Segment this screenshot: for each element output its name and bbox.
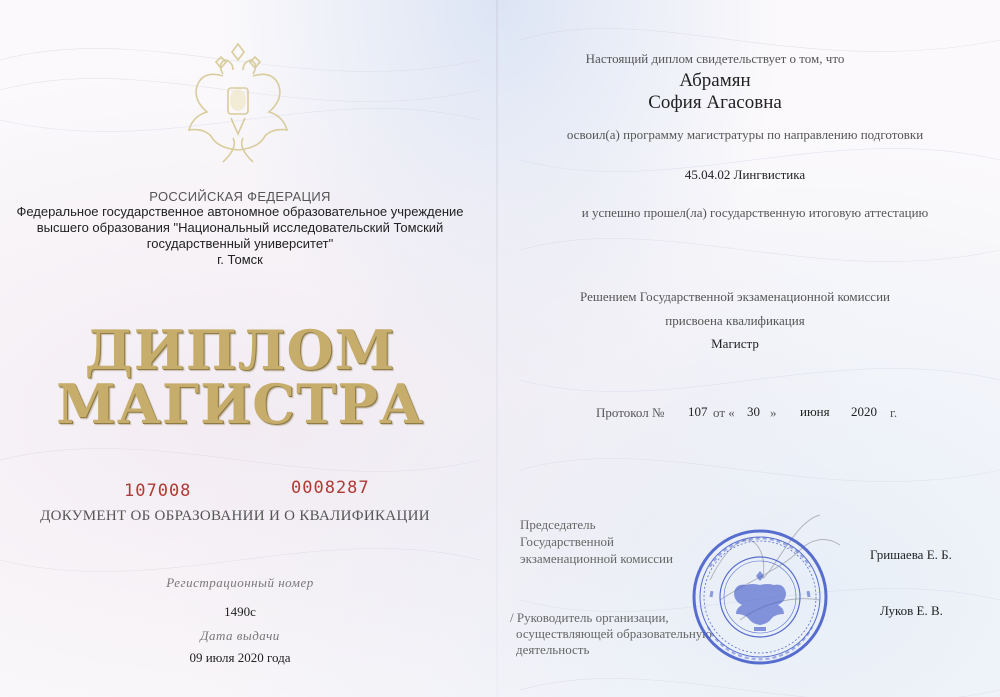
qualification: Магистр [711,336,759,351]
commission-decision: Решением Государственной экзаменационной комиссии [580,289,890,304]
double-headed-eagle-emblem-icon [183,38,293,168]
protocol-day: 30 [747,404,760,419]
chairman-title-line: экзаменационной комиссии [520,551,673,566]
institution-name [0,204,480,268]
program-statement: освоил(а) программу магистратуры по направлению подготовки [566,127,924,142]
intro-text: Настоящий диплом свидетельствует о том, что [585,51,845,66]
head-title-line: / Руководитель организации, [510,610,669,625]
protocol-number: 107 [688,404,708,419]
institution-line: государственный университет" [146,236,334,251]
graduate-surname: Абрамян [679,70,751,91]
protocol-close-quote: » [770,405,777,420]
chairman-name: Гришаева Е. Б. [870,547,952,562]
country-heading: РОССИЙСКАЯ ФЕДЕРАЦИЯ [149,189,331,204]
issue-date-label: Дата выдачи [200,628,280,643]
diploma-title-line2: МАГИСТРА [56,372,424,436]
university-seal-icon [690,527,830,667]
protocol-from: от « [713,405,735,420]
institution-line: Федеральное государственное автономное образовательное учреждение [16,204,464,219]
issue-date: 09 июля 2020 года [189,650,291,665]
head-title-line: осуществляющей образовательную [516,626,712,641]
head-title-line: деятельность [516,642,590,657]
head-name: Луков Е. В. [880,603,943,618]
serial-series: 107008 [124,481,192,501]
qualification-statement: присвоена квалификация [665,313,805,328]
protocol-year: 2020 [851,404,877,419]
program-name: 45.04.02 Лингвистика [684,167,806,182]
chairman-title-line: Государственной [520,534,615,549]
protocol-label: Протокол № [596,405,665,420]
registration-number: 1490с [224,604,256,619]
page-fold [496,0,498,697]
diploma-title-line1: ДИПЛОМ [84,318,396,382]
city: г. Томск [217,252,263,267]
institution-line: высшего образования "Национальный исследовательский Томский [36,220,444,235]
registration-label: Регистрационный номер [166,575,314,590]
protocol-month: июня [800,404,830,419]
attestation-statement: и успешно прошел(ла) государственную итоговую аттестацию [581,205,929,220]
graduate-given-names: София Агасовна [648,92,782,113]
chairman-title-line: Председатель [520,517,596,532]
document-type: ДОКУМЕНТ ОБ ОБРАЗОВАНИИ И О КВАЛИФИКАЦИИ [40,508,430,524]
serial-number: 0008287 [291,478,370,498]
protocol-year-suffix: г. [890,405,898,420]
